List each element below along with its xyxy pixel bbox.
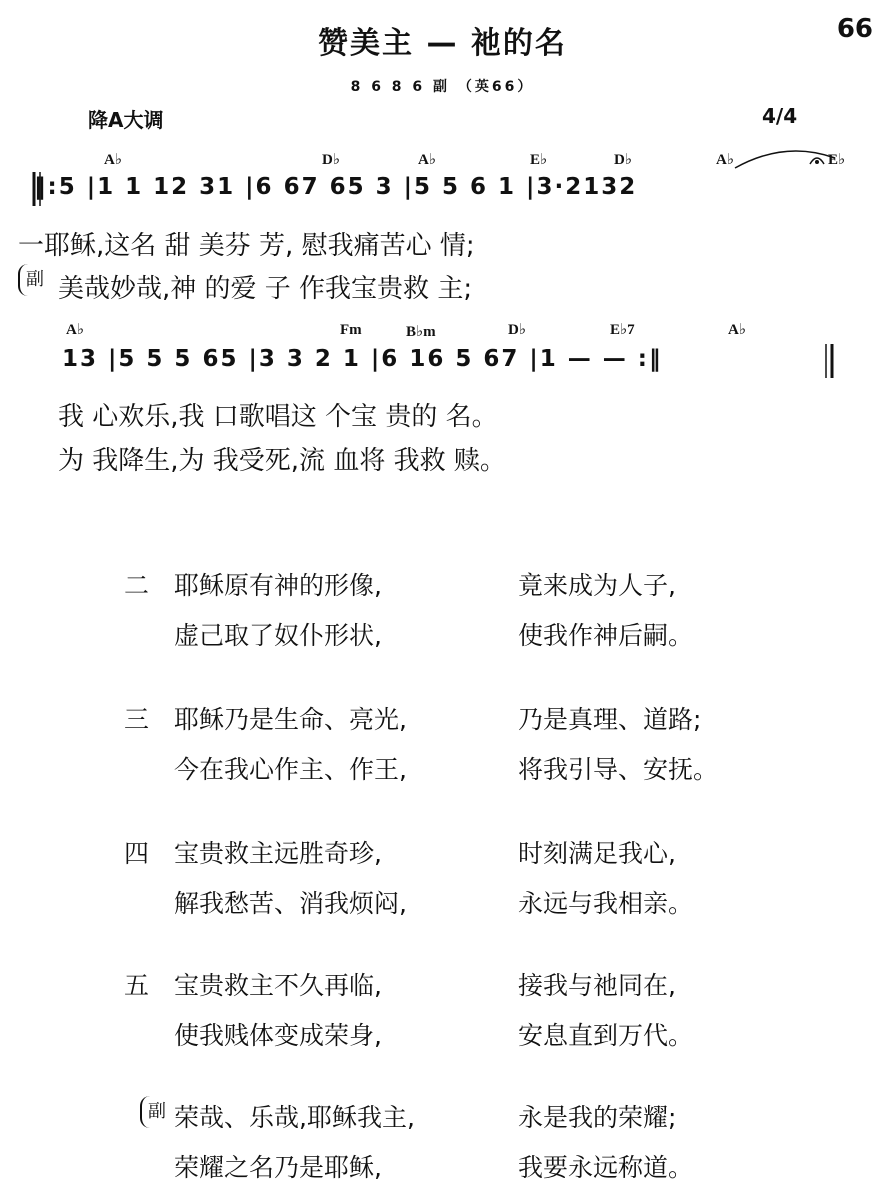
time-signature: 4/4 <box>762 104 798 128</box>
notation-line-2: 13 |5 5 5 65 |3 3 2 1 |6 16 5 67 |1 — — :‖ <box>62 346 663 372</box>
hymn-number: 66 <box>836 14 873 44</box>
verse-number: 五 <box>124 971 150 1000</box>
verse-line-first-half: 今在我心作主、作王, <box>174 755 407 784</box>
hymn-title: 赞美主 — 祂的名 <box>318 26 567 61</box>
lyrics-refrain-line1: 美哉妙哉,神 的爱 子 作我宝贵救 主; <box>58 274 473 304</box>
verse-number: 副 <box>140 1096 168 1128</box>
verse-line-first-half: 宝贵救主不久再临, <box>174 971 382 1000</box>
verse-line-second-half: 乃是真理、道路; <box>518 705 702 734</box>
verse-line-second-half: 时刻满足我心, <box>518 839 676 868</box>
notation-line-1: ‖:5 |1 1 12 31 |6 67 65 3 |5 5 6 1 |3·2132 <box>34 174 638 200</box>
verse-line-first-half: 虚己取了奴仆形状, <box>174 621 382 650</box>
verse-line-second-half: 永远与我相亲。 <box>518 889 694 918</box>
chord: B♭m <box>406 324 436 340</box>
chord: E♭ <box>530 152 548 168</box>
verse-number: 三 <box>124 705 150 734</box>
verse-line-first-half: 使我贱体变成荣身, <box>174 1021 382 1050</box>
verse-number: 四 <box>124 839 150 868</box>
refrain-marker: 副 <box>18 264 46 296</box>
verse-line-second-half: 安息直到万代。 <box>518 1021 694 1050</box>
chord: E♭ <box>828 152 846 168</box>
verse-line-second-half: 将我引导、安抚。 <box>518 755 719 784</box>
chord: A♭ <box>728 322 746 338</box>
lyrics-verse1-line2: 我 心欢乐,我 口歌唱这 个宝 贵的 名。 <box>58 402 498 432</box>
verse-line-first-half: 解我愁苦、消我烦闷, <box>174 889 407 918</box>
chord: D♭ <box>508 322 526 338</box>
verse-line-second-half: 使我作神后嗣。 <box>518 621 694 650</box>
chord: D♭ <box>614 152 632 168</box>
chord: E♭7 <box>610 322 635 338</box>
lyrics-verse1-line1: 一耶稣,这名 甜 美芬 芳, 慰我痛苦心 情; <box>18 231 475 261</box>
chord: A♭ <box>66 322 84 338</box>
chord: D♭ <box>322 152 340 168</box>
key-signature: 降A大调 <box>88 108 164 132</box>
chord: Fm <box>340 322 362 338</box>
verse-line-second-half: 我要永远称道。 <box>518 1153 694 1182</box>
verse-number: 二 <box>124 571 150 600</box>
verse-line-first-half: 耶稣原有神的形像, <box>174 571 382 600</box>
verse-line-second-half: 永是我的荣耀; <box>518 1103 677 1132</box>
chord: A♭ <box>104 152 122 168</box>
lyrics-refrain-line2: 为 我降生,为 我受死,流 血将 我救 赎。 <box>58 446 506 476</box>
meter-line: 8 6 8 6 副 （英66） <box>350 79 535 95</box>
chord: A♭ <box>716 152 734 168</box>
verse-line-first-half: 荣耀之名乃是耶稣, <box>174 1153 382 1182</box>
verse-line-first-half: 耶稣乃是生命、亮光, <box>174 705 407 734</box>
verse-line-first-half: 荣哉、乐哉,耶稣我主, <box>174 1103 415 1132</box>
verse-line-first-half: 宝贵救主远胜奇珍, <box>174 839 382 868</box>
verse-line-second-half: 竟来成为人子, <box>518 571 676 600</box>
verse-line-second-half: 接我与祂同在, <box>518 971 676 1000</box>
chord: A♭ <box>418 152 436 168</box>
